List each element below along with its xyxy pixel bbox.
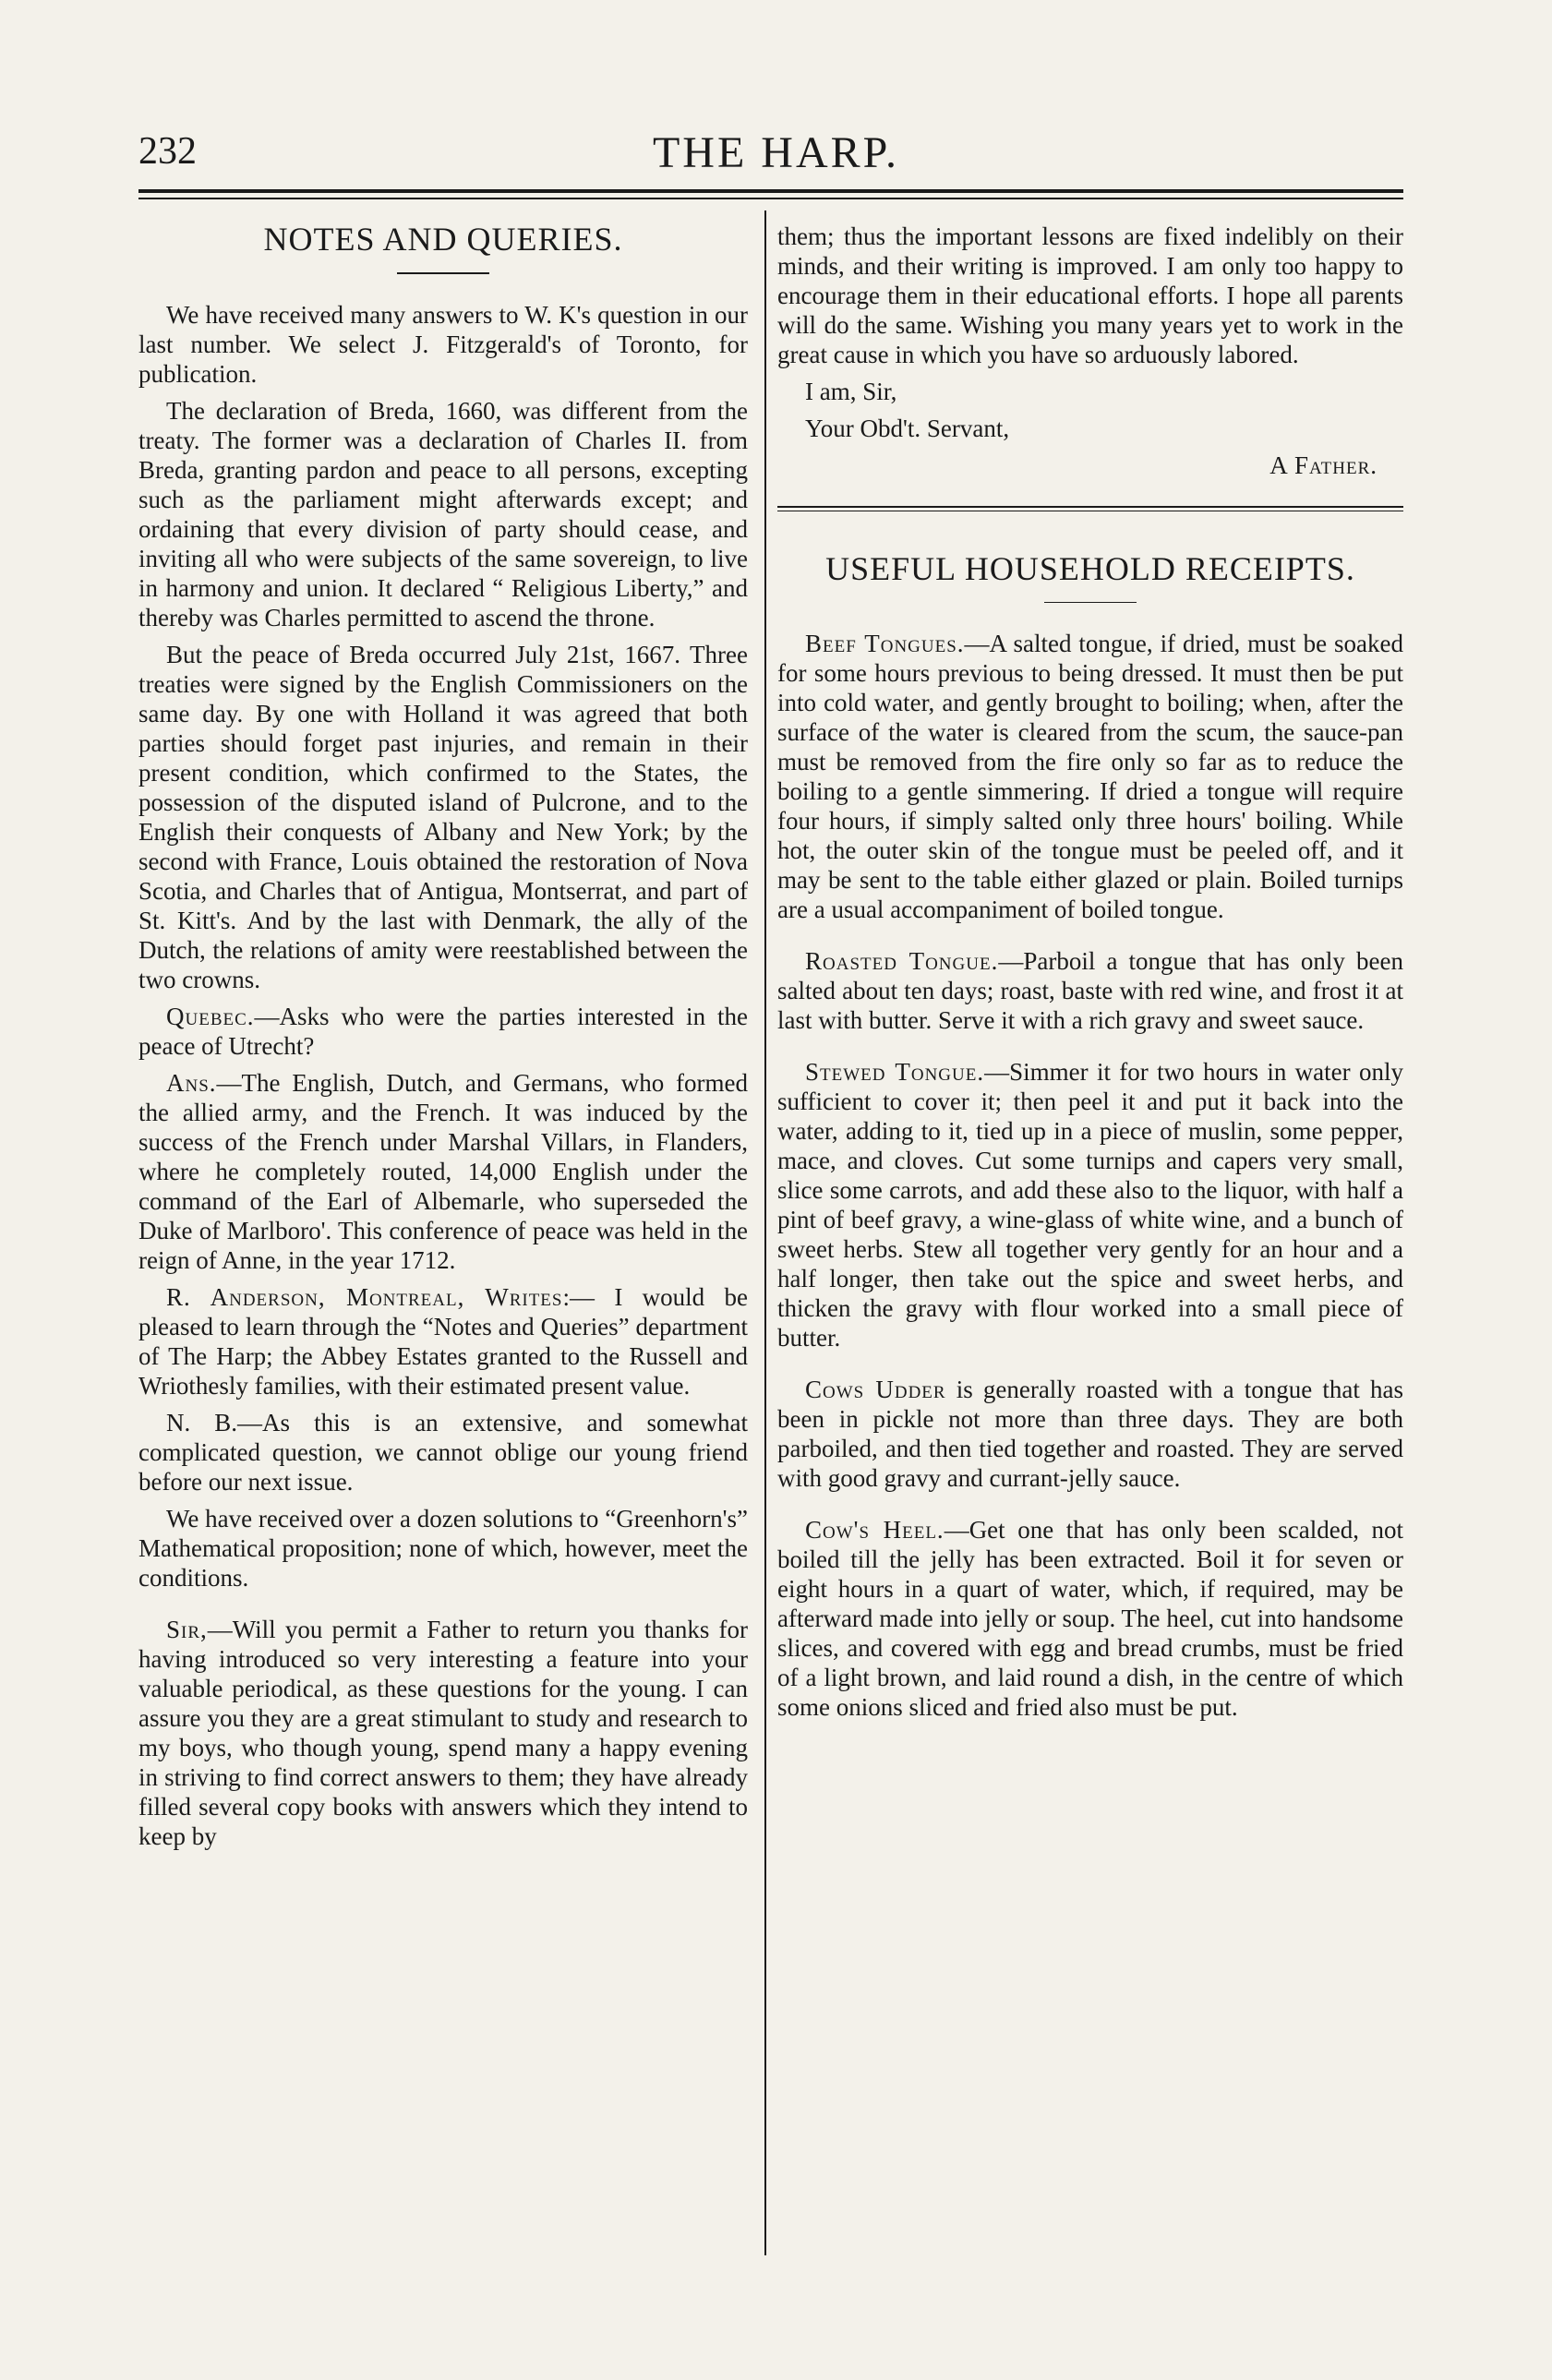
letter-continuation: them; thus the important lessons are fixed indelibly on their minds, and their writing is improved. I am only too happy to encourage them in their educational efforts. I hope all parents will do the same. Wishing you many years yet to work in the great cause in which you have so arduously labored. — [777, 222, 1403, 368]
right-column — [777, 222, 1403, 1729]
query-text: :— I would be pleased to learn through the “Notes and Queries” department of The Harp; the Abbey Estates granted to the Russell and Wriothesly families, with their estimated present value. — [138, 1282, 749, 1400]
signature-line: I am, Sir, — [805, 378, 897, 405]
query-anderson — [138, 1282, 748, 1400]
answer-text: —The English, Dutch, and Germans, who formed the allied army, and the French. It was induced by the success of the French under Marshal Villars, in Flanders, where he completely routed, 14,000 English under the command of the Earl of Albemarle, who superseded the Duke of Marlboro'. This conference of peace was held in the reign of Anne, in the year 1712. — [138, 1068, 748, 1274]
query-label: R. Anderson, Montreal, Writes — [166, 1282, 563, 1311]
recipe-text: —Parboil a tongue that has only been salted about ten days; roast, baste with red wine, and frost it at last with butter. Serve it with a rich gravy and sweet sauce. — [777, 947, 1403, 1034]
notes-queries-heading: NOTES AND QUERIES. — [263, 221, 623, 258]
recipe-label: Cows Udder — [805, 1376, 946, 1403]
article-paragraph: The declaration of Breda, 1660, was different from the treaty. The former was a declaration of Charles II. from Breda, granting pardon and peace to all persons, excepting such as the parliament might afterwards except; and ordaining that every division of party should cease, and inviting all who were subjects of the same sovereign, to live in harmony and union. It declared “ Religious Liberty,” and thereby was Charles permitted to ascend the throne. — [138, 396, 748, 631]
recipe-label: Beef Tongues. — [805, 630, 965, 657]
recipe-label: Stewed Tongue. — [805, 1058, 985, 1086]
letter-label: Sir, — [166, 1615, 208, 1643]
article-paragraph: We have received over a dozen solutions to “Greenhorn's” Mathematical proposition; none of which, however, meet the conditions. — [138, 1504, 748, 1592]
column-divider — [764, 210, 766, 2255]
recipe-text: —Simmer it for two hours in water only sufficient to cover it; then peel it and put it back into the water, adding to it, tied up in a piece of muslin, some pepper, mace, and cloves. Cut some turnips and capers very small, slice some carrots, and add these also to the liquor, with half a pint of beef gravy, a wine-glass of white wine, and a bunch of sweet herbs. Stew all together very gently for an hour and a half longer, then take out the spice and sweet herbs, and thicken the gravy with flour worked into a small piece of butter. — [777, 1058, 1403, 1352]
recipe-roasted-tongue — [777, 946, 1403, 1035]
page-number: 232 — [138, 130, 197, 173]
answer-label: Ans. — [166, 1068, 217, 1097]
recipe-label: Roasted Tongue. — [805, 947, 999, 975]
masthead-title: THE HARP. — [652, 128, 900, 177]
heading-rule — [1044, 602, 1137, 604]
letter-paragraph — [138, 1615, 748, 1851]
article-paragraph: But the peace of Breda occurred July 21st, 1667. Three treaties were signed by the English Commissioners on the same day. By one with Holland it was agreed that both parties should forget past injuries, and remain in their present condition, which confirmed to the States, the possession of the disputed island of Pulcrone, and to the English their conquests of Albany and New York; by the second with France, Louis obtained the restoration of Nova Scotia, and Charles that of Antigua, Montserrat, and part of St. Kitt's. And by the last with Denmark, the ally of the Dutch, the relations of amity were reestablished between the two crowns. — [138, 640, 748, 993]
answer-paragraph — [138, 1068, 748, 1275]
letter-text: —Will you permit a Father to return you thanks for having introduced so very interesting a feature into your valuable periodical, as these questions for the young. I can assure you they are a great stimulant to study and research to my boys, who though young, spend many a happy evening in striving to find correct answers to them; they have already filled several copy books with answers which they intend to keep by — [138, 1615, 748, 1850]
query-text: —Asks who were the parties interested in the peace of Utrecht? — [138, 1002, 748, 1060]
query-label: Quebec. — [166, 1002, 255, 1030]
recipe-text: is generally roasted with a tongue that has been in pickle not more than three days. They are both parboiled, and then tied together and roasted. They are served with good gravy and currant-jelly sauce. — [777, 1376, 1404, 1492]
query-quebec — [138, 1002, 748, 1061]
recipe-cows-heel — [777, 1515, 1403, 1722]
recipe-beef-tongues — [777, 629, 1403, 924]
recipe-label: Cow's Heel. — [805, 1516, 944, 1544]
recipe-stewed-tongue — [777, 1057, 1403, 1352]
signature-name: A Father. — [1269, 451, 1378, 479]
household-receipts-heading: USEFUL HOUSEHOLD RECEIPTS. — [825, 549, 1355, 587]
header-rule-thick — [138, 189, 1403, 193]
left-column — [138, 217, 748, 1858]
heading-rule — [397, 272, 489, 274]
recipe-cows-udder — [777, 1375, 1403, 1493]
header-rule-thin — [138, 198, 1403, 199]
editor-note: N. B.—As this is an extensive, and somewhat complicated question, we cannot oblige our young friend before our next issue. — [138, 1408, 748, 1496]
signature-line: Your Obd't. Servant, — [805, 415, 1010, 442]
article-paragraph: We have received many answers to W. K's question in our last number. We select J. Fitzgerald's of Toronto, for publication. — [138, 300, 748, 388]
recipe-text: —A salted tongue, if dried, must be soaked for some hours previous to being dressed. It must then be put into cold water, and gently brought to boiling; when, after the surface of the water is cleared from the scum, the sauce-pan must be removed from the fire only so far as to reduce the boiling to a gentle simmering. If dried a tongue will require four hours, if simply salted only three hours' boiling. While hot, the outer skin of the tongue must be peeled off, and it may be sent to the table either glazed or plain. Boiled turnips are a usual accompaniment of boiled tongue. — [777, 630, 1403, 923]
section-divider — [777, 506, 1403, 508]
recipe-text: —Get one that has only been scalded, not boiled till the jelly has been extracted. Boil it for seven or eight hours in a quart of water, which, if required, may be afterward made into jelly or soup. The heel, cut into handsome slices, and covered with egg and bread crumbs, must be fried of a light brown, and laid round a dish, in the centre of which some onions sliced and fried also must be put. — [777, 1516, 1403, 1721]
